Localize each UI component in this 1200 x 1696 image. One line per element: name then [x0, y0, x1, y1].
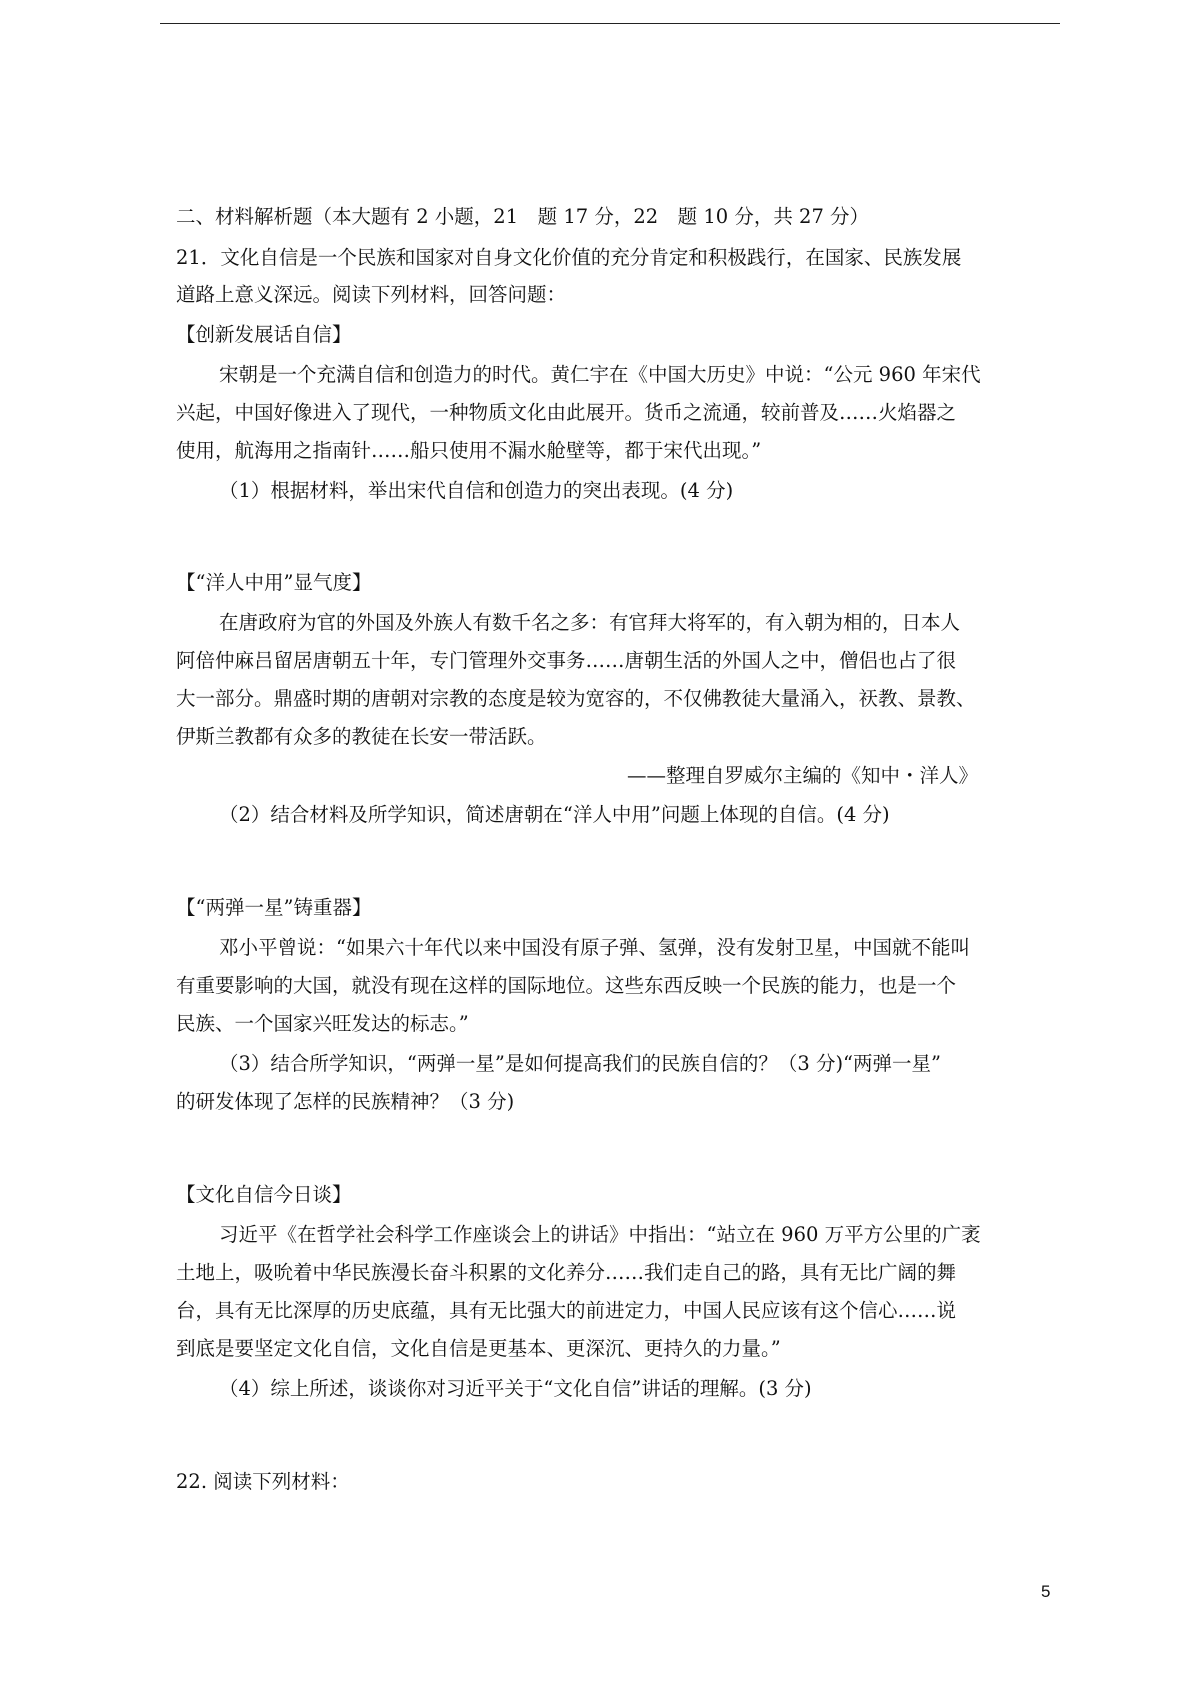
material-1-title: 【创新发展话自信】 [176, 323, 352, 346]
section-heading: 二、材料解析题（本大题有 2 小题，21 题 17 分，22 题 10 分，共 27 分） [176, 205, 870, 228]
material-4-line-3: 台，具有无比深厚的历史底蕴，具有无比强大的前进定力，中国人民应该有这个信心……说 [176, 1299, 957, 1322]
q21-intro-line-1: 21．文化自信是一个民族和国家对自身文化价值的充分肯定和积极践行，在国家、民族发展 [176, 246, 962, 269]
material-3-line-2: 有重要影响的大国，就没有现在这样的国际地位。这些东西反映一个民族的能力，也是一个 [176, 974, 957, 997]
material-4-line-2: 土地上，吸吮着中华民族漫长奋斗积累的文化养分……我们走自己的路，具有无比广阔的舞 [176, 1261, 957, 1284]
material-1-line-2: 兴起，中国好像进入了现代，一种物质文化由此展开。货币之流通，较前普及……火焰器之 [176, 401, 957, 424]
q21-intro-line-2: 道路上意义深远。阅读下列材料，回答问题： [176, 283, 567, 306]
page-number: 5 [1041, 1582, 1051, 1601]
material-4-line-1: 习近平《在哲学社会科学工作座谈会上的讲话》中指出：“站立在 960 万平方公里的广袤 [219, 1223, 981, 1246]
material-2-line-2: 阿倍仲麻吕留居唐朝五十年，专门管理外交事务……唐朝生活的外国人之中，僧侣也占了很 [176, 649, 957, 672]
material-2-title: 【“洋人中用”显气度】 [176, 571, 372, 594]
material-3-line-1: 邓小平曾说：“如果六十年代以来中国没有原子弹、氢弹，没有发射卫星，中国就不能叫 [219, 936, 970, 959]
material-2-line-3: 大一部分。鼎盛时期的唐朝对宗教的态度是较为宽容的，不仅佛教徒大量涌入，祆教、景教、 [176, 687, 976, 710]
question-2: （2）结合材料及所学知识，简述唐朝在“洋人中用”问题上体现的自信。(4 分) [219, 803, 890, 826]
question-4: （4）综上所述，谈谈你对习近平关于“文化自信”讲话的理解。(3 分) [219, 1377, 812, 1400]
material-3-line-3: 民族、一个国家兴旺发达的标志。” [176, 1012, 469, 1035]
question-3-line-1: （3）结合所学知识，“两弹一星”是如何提高我们的民族自信的？（3 分)“两弹一星” [219, 1052, 941, 1075]
material-1-line-1: 宋朝是一个充满自信和创造力的时代。黄仁宇在《中国大历史》中说：“公元 960 年宋代 [219, 363, 981, 386]
material-2-source: ——整理自罗威尔主编的《知中・洋人》 [627, 764, 979, 787]
material-2-line-1: 在唐政府为官的外国及外族人有数千名之多：有官拜大将军的，有入朝为相的，日本人 [219, 611, 961, 634]
material-1-line-3: 使用，航海用之指南针……船只使用不漏水舱壁等，都于宋代出现。” [176, 439, 762, 462]
header-rule [160, 23, 1060, 24]
material-2-line-4: 伊斯兰教都有众多的教徒在长安一带活跃。 [176, 725, 547, 748]
q22-intro: 22. 阅读下列材料： [176, 1470, 350, 1493]
material-3-title: 【“两弹一星”铸重器】 [176, 896, 372, 919]
material-4-line-4: 到底是要坚定文化自信，文化自信是更基本、更深沉、更持久的力量。” [176, 1337, 781, 1360]
question-1: （1）根据材料，举出宋代自信和创造力的突出表现。(4 分) [219, 479, 734, 502]
material-4-title: 【文化自信今日谈】 [176, 1183, 352, 1206]
question-3-line-2: 的研发体现了怎样的民族精神？（3 分) [176, 1090, 515, 1113]
